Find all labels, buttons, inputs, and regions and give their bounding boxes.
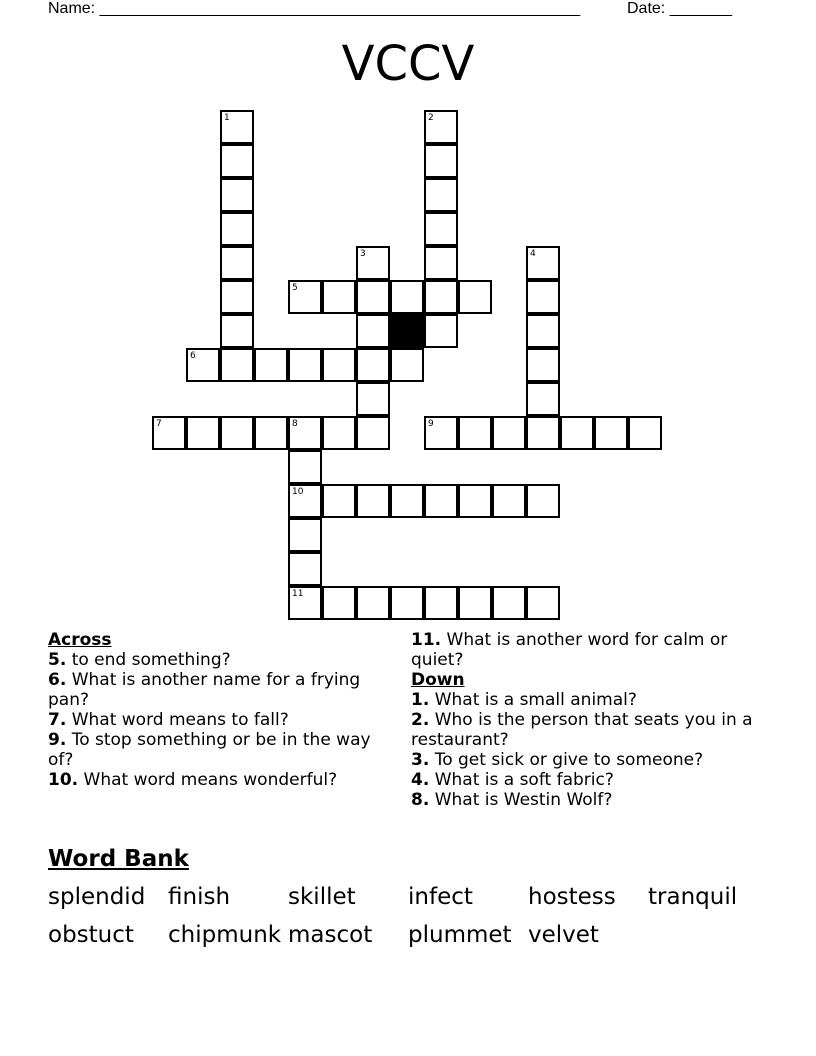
crossword-cell[interactable] xyxy=(152,416,186,450)
crossword-cell[interactable] xyxy=(220,212,254,246)
clue-across-11 xyxy=(411,630,766,670)
page-title: VCCV xyxy=(341,36,475,92)
word-bank-word: chipmunk xyxy=(168,922,282,948)
crossword-cell[interactable] xyxy=(390,280,424,314)
crossword-cell[interactable] xyxy=(424,144,458,178)
crossword-cell[interactable] xyxy=(288,586,322,620)
clue-text: Who is the person that seats you in a restaurant? xyxy=(411,710,753,750)
crossword-cell[interactable] xyxy=(356,484,390,518)
clue-text: To get sick or give to someone? xyxy=(434,750,704,770)
crossword-clue-number: 6 xyxy=(190,351,196,361)
crossword-cell[interactable] xyxy=(526,348,560,382)
crossword-cell[interactable] xyxy=(424,416,458,450)
crossword-cell[interactable] xyxy=(288,416,322,450)
clue-down-2 xyxy=(411,710,766,750)
crossword-cell[interactable] xyxy=(526,484,560,518)
crossword-black-cell xyxy=(390,314,424,348)
crossword-cell[interactable] xyxy=(492,416,526,450)
word-bank-word: splendid xyxy=(48,884,146,910)
clue-text: What word means to fall? xyxy=(71,710,289,730)
clue-down-4 xyxy=(411,770,766,790)
clue-number: 4. xyxy=(411,770,430,790)
clue-across-5 xyxy=(48,650,398,670)
crossword-clue-number: 9 xyxy=(428,419,434,429)
crossword-cell[interactable] xyxy=(390,484,424,518)
word-bank-word: plummet xyxy=(408,922,512,948)
word-bank-word: infect xyxy=(408,884,473,910)
crossword-cell[interactable] xyxy=(458,484,492,518)
crossword-cell[interactable] xyxy=(526,382,560,416)
crossword-cell[interactable] xyxy=(424,314,458,348)
crossword-cell[interactable] xyxy=(628,416,662,450)
word-bank-word: hostess xyxy=(528,884,616,910)
crossword-clue-number: 2 xyxy=(428,113,434,123)
crossword-cell[interactable] xyxy=(526,314,560,348)
word-bank-word: mascot xyxy=(288,922,373,948)
clue-number: 9. xyxy=(48,730,67,750)
crossword-cell[interactable] xyxy=(356,382,390,416)
clue-down-8 xyxy=(411,790,766,810)
crossword-cell[interactable] xyxy=(254,416,288,450)
clue-number: 2. xyxy=(411,710,430,730)
crossword-cell[interactable] xyxy=(288,280,322,314)
clues-right-column xyxy=(411,630,766,810)
crossword-cell[interactable] xyxy=(424,246,458,280)
down-heading: Down xyxy=(411,670,465,690)
crossword-clue-number: 7 xyxy=(156,419,162,429)
crossword-cell[interactable] xyxy=(220,314,254,348)
crossword-cell[interactable] xyxy=(390,348,424,382)
crossword-cell[interactable] xyxy=(288,348,322,382)
name-line: Name: ______________________________________________________ xyxy=(48,0,581,17)
crossword-cell[interactable] xyxy=(560,416,594,450)
crossword-cell[interactable] xyxy=(220,348,254,382)
crossword-cell[interactable] xyxy=(356,416,390,450)
crossword-cell[interactable] xyxy=(356,348,390,382)
clue-number: 11. xyxy=(411,630,442,650)
clue-text: to end something? xyxy=(71,650,231,670)
word-bank-word: skillet xyxy=(288,884,356,910)
word-bank-title: Word Bank xyxy=(48,846,189,872)
crossword-cell[interactable] xyxy=(458,416,492,450)
crossword-clue-number: 4 xyxy=(530,249,536,259)
crossword-cell[interactable] xyxy=(424,484,458,518)
crossword-cell[interactable] xyxy=(424,280,458,314)
crossword-cell[interactable] xyxy=(424,110,458,144)
crossword-cell[interactable] xyxy=(220,416,254,450)
crossword-cell[interactable] xyxy=(220,144,254,178)
crossword-cell[interactable] xyxy=(322,416,356,450)
clue-across-9 xyxy=(48,730,398,770)
crossword-cell[interactable] xyxy=(322,586,356,620)
date-line: Date: _______ xyxy=(627,0,732,17)
clue-text: What is another word for calm or quiet? xyxy=(411,630,728,670)
clue-number: 1. xyxy=(411,690,430,710)
clue-across-6 xyxy=(48,670,398,710)
crossword-cell[interactable] xyxy=(254,348,288,382)
clue-text: What is a soft fabric? xyxy=(434,770,614,790)
crossword-cell[interactable] xyxy=(288,552,322,586)
crossword-cell[interactable] xyxy=(322,484,356,518)
crossword-cell[interactable] xyxy=(526,416,560,450)
clue-across-10 xyxy=(48,770,398,790)
clue-text: What is another name for a frying pan? xyxy=(48,670,361,710)
crossword-cell[interactable] xyxy=(220,280,254,314)
crossword-cell[interactable] xyxy=(322,280,356,314)
crossword-cell[interactable] xyxy=(424,178,458,212)
crossword-cell[interactable] xyxy=(220,246,254,280)
word-bank-word: obstuct xyxy=(48,922,134,948)
clue-text: To stop something or be in the way of? xyxy=(48,730,371,770)
across-heading: Across xyxy=(48,630,112,650)
crossword-cell[interactable] xyxy=(424,212,458,246)
clue-down-1 xyxy=(411,690,766,710)
crossword-cell[interactable] xyxy=(526,586,560,620)
crossword-cell[interactable] xyxy=(220,178,254,212)
crossword-cell[interactable] xyxy=(322,348,356,382)
word-bank-word: finish xyxy=(168,884,231,910)
crossword-cell[interactable] xyxy=(526,280,560,314)
clue-number: 6. xyxy=(48,670,67,690)
clue-number: 7. xyxy=(48,710,67,730)
clue-number: 10. xyxy=(48,770,79,790)
crossword-cell[interactable] xyxy=(458,586,492,620)
clue-number: 3. xyxy=(411,750,430,770)
crossword-cell[interactable] xyxy=(356,246,390,280)
crossword-cell[interactable] xyxy=(594,416,628,450)
clue-number: 8. xyxy=(411,790,430,810)
word-bank-word: tranquil xyxy=(648,884,738,910)
clue-text: What is Westin Wolf? xyxy=(434,790,613,810)
crossword-clue-number: 1 xyxy=(224,113,230,123)
crossword-clue-number: 11 xyxy=(292,589,304,599)
crossword-cell[interactable] xyxy=(492,586,526,620)
clue-number: 5. xyxy=(48,650,67,670)
crossword-clue-number: 5 xyxy=(292,283,298,293)
crossword-cell[interactable] xyxy=(288,450,322,484)
crossword-clue-number: 10 xyxy=(292,487,304,497)
crossword-cell[interactable] xyxy=(492,484,526,518)
crossword-cell[interactable] xyxy=(526,246,560,280)
crossword-cell[interactable] xyxy=(356,280,390,314)
crossword-cell[interactable] xyxy=(458,280,492,314)
crossword-clue-number: 8 xyxy=(292,419,298,429)
crossword-cell[interactable] xyxy=(424,586,458,620)
clue-across-7 xyxy=(48,710,398,730)
crossword-cell[interactable] xyxy=(186,416,220,450)
clues-left-column xyxy=(48,630,398,790)
word-bank-word: velvet xyxy=(528,922,599,948)
crossword-cell[interactable] xyxy=(186,348,220,382)
crossword-cell[interactable] xyxy=(288,484,322,518)
clue-text: What is a small animal? xyxy=(434,690,637,710)
clue-text: What word means wonderful? xyxy=(83,770,338,790)
clue-down-3 xyxy=(411,750,766,770)
crossword-clue-number: 3 xyxy=(360,249,366,259)
crossword-cell[interactable] xyxy=(390,586,424,620)
crossword-cell[interactable] xyxy=(220,110,254,144)
crossword-cell[interactable] xyxy=(356,586,390,620)
crossword-cell[interactable] xyxy=(356,314,390,348)
crossword-cell[interactable] xyxy=(288,518,322,552)
